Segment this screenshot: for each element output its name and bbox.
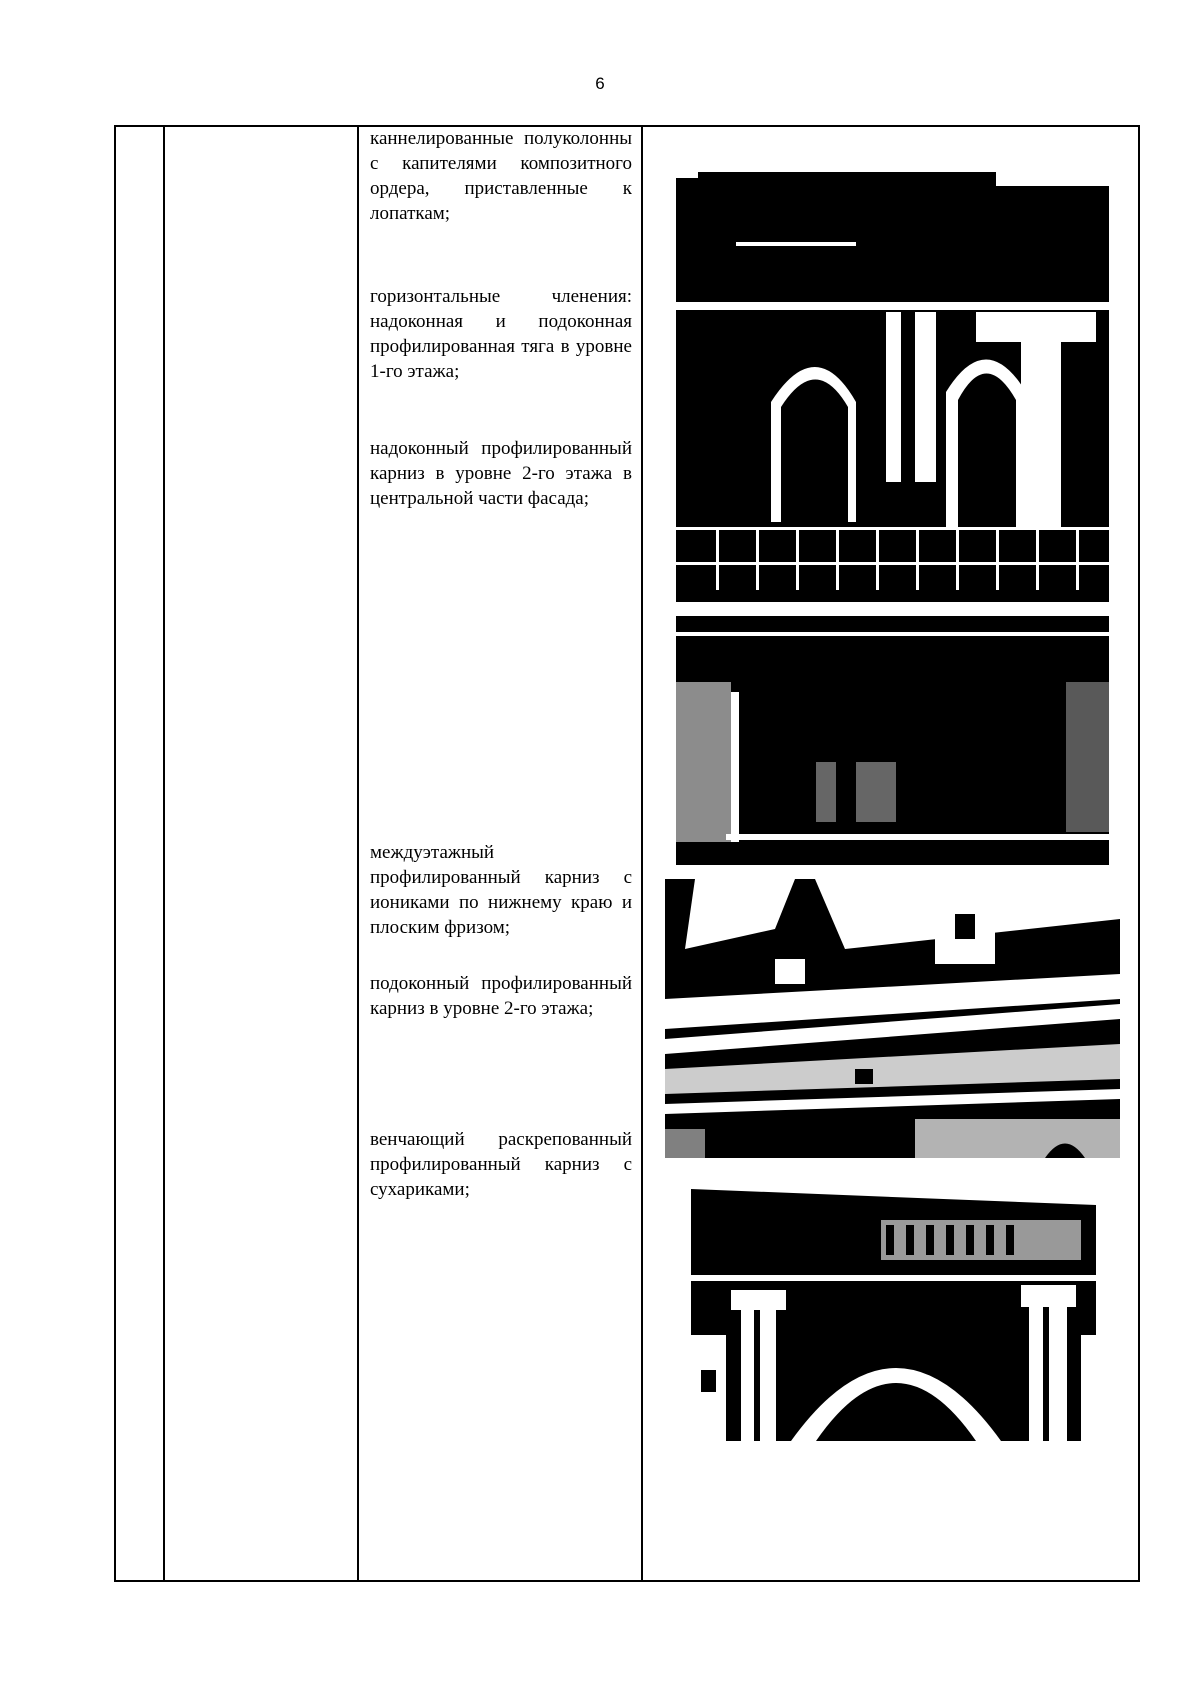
- capital-arch-image: [691, 1185, 1096, 1441]
- description-semi-columns: каннелированные полуколонны с капителями композитного ордера, приставленные к лопаткам;: [370, 128, 632, 224]
- description-crowning-cornice: венчающий раскрепованный профилированный карниз с сухариками;: [370, 1129, 632, 1200]
- description-interfloor-cornice: междуэтажный профилированный карниз с иониками по нижнему краю и плоским фризом;: [370, 842, 632, 938]
- description-window-cornice-2: надоконный профилированный карниз в уровне 2-го этажа в центральной части фасада;: [370, 438, 632, 509]
- capital-arch-photo: [691, 1185, 1096, 1441]
- facade-balcony-image: [676, 162, 1109, 865]
- page-number: 6: [595, 74, 605, 93]
- column-divider-3: [641, 127, 643, 1580]
- facade-balcony-photo: [676, 162, 1109, 865]
- description-horizontal-divisions: горизонтальные членения: надоконная и подоконная профилированная тяга в уровне 1-го этажа;: [370, 286, 632, 382]
- cornice-detail-image: [665, 879, 1120, 1158]
- description-sill-cornice-2: подоконный профилированный карниз в уровне 2-го этажа;: [370, 973, 632, 1019]
- document-table: [114, 125, 1140, 1582]
- column-divider-2: [357, 127, 359, 1580]
- column-divider-1: [163, 127, 165, 1580]
- cornice-detail-photo: [665, 879, 1120, 1158]
